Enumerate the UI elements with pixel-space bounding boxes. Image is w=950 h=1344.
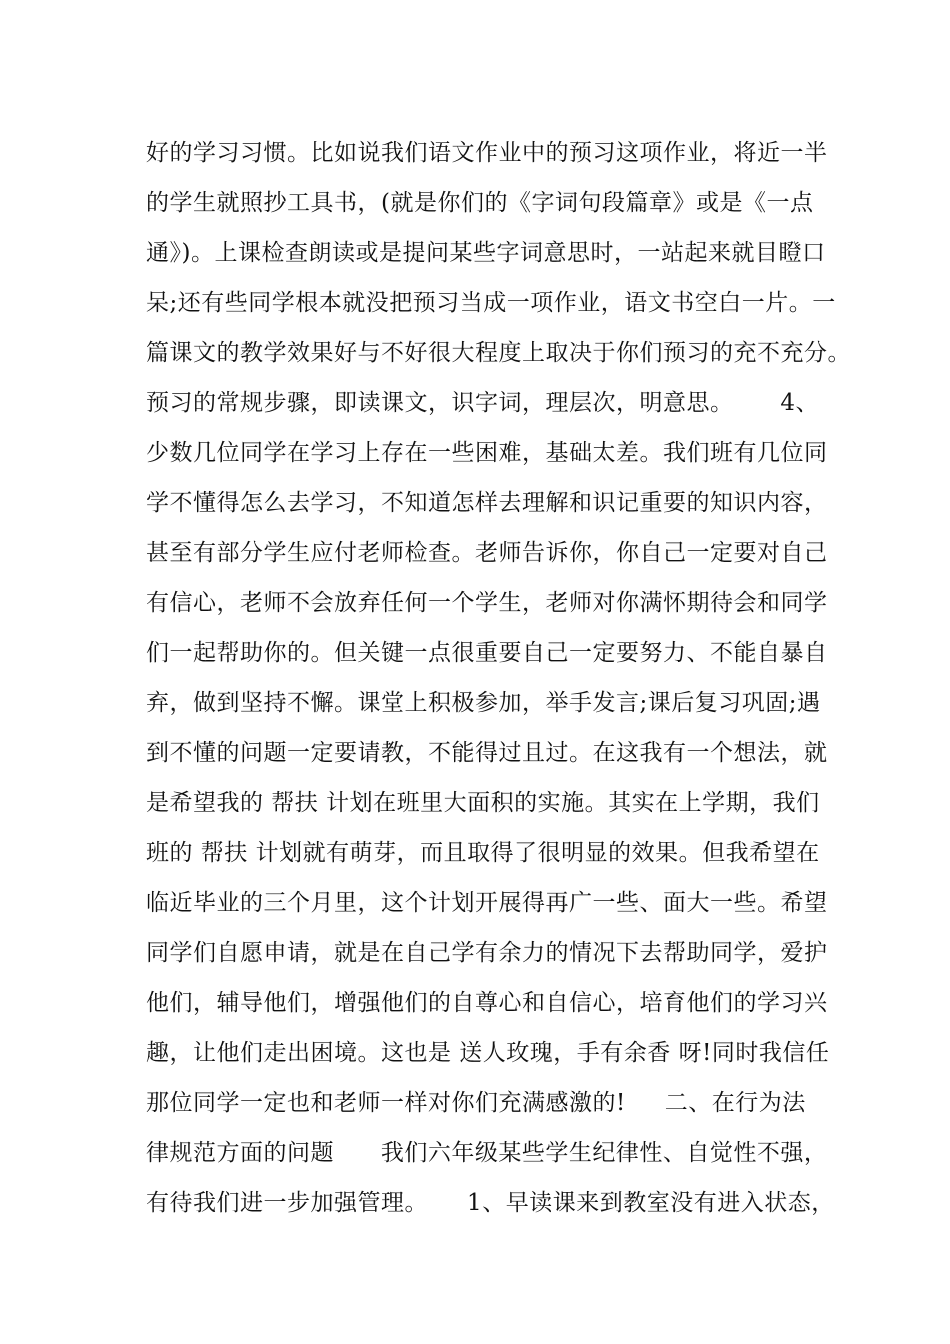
text-line: 趣，让他们走出困境。这也是 送人玫瑰，手有余香 呀!同时我信任 — [146, 1040, 830, 1066]
text-line: 那位同学一定也和老师一样对你们充满感激的! 二、在行为法 — [146, 1090, 806, 1116]
text-line: 有信心，老师不会放弃任何一个学生，老师对你满怀期待会和同学 — [146, 590, 828, 616]
text-line: 律规范方面的问题 我们六年级某些学生纪律性、自觉性不强， — [146, 1140, 828, 1166]
text-line: 弃，做到坚持不懈。课堂上积极参加，举手发言;课后复习巩固;遇 — [146, 690, 821, 716]
text-line: 同学们自愿申请，就是在自己学有余力的情况下去帮助同学，爱护 — [146, 940, 828, 966]
text-line: 有待我们进一步加强管理。 1、早读课来到教室没有进入状态， — [146, 1190, 835, 1216]
text-line: 通》)。上课检查朗读或是提问某些字词意思时，一站起来就目瞪口 — [146, 240, 826, 266]
text-line: 他们，辅导他们，增强他们的自尊心和自信心，培育他们的学习兴 — [146, 990, 828, 1016]
text-line: 学不懂得怎么去学习，不知道怎样去理解和识记重要的知识内容， — [146, 490, 828, 516]
text-line: 甚至有部分学生应付老师检查。老师告诉你，你自己一定要对自己 — [146, 540, 828, 566]
text-line: 的学生就照抄工具书，(就是你们的《字词句段篇章》或是《一点 — [146, 190, 814, 216]
text-line: 们一起帮助你的。但关键一点很重要自己一定要努力、不能自暴自 — [146, 640, 828, 666]
text-line: 预习的常规步骤，即读课文，识字词，理层次，明意思。 4、 — [146, 390, 819, 416]
body-text — [146, 128, 851, 1228]
text-line: 班的 帮扶 计划就有萌芽，而且取得了很明显的效果。但我希望在 — [146, 840, 820, 866]
text-line: 到不懂的问题一定要请教，不能得过且过。在这我有一个想法，就 — [146, 740, 828, 766]
text-line: 临近毕业的三个月里，这个计划开展得再广一些、面大一些。希望 — [146, 890, 828, 916]
text-line: 是希望我的 帮扶 计划在班里大面积的实施。其实在上学期，我们 — [146, 790, 820, 816]
text-line: 少数几位同学在学习上存在一些困难，基础太差。我们班有几位同 — [146, 440, 828, 466]
text-line: 篇课文的教学效果好与不好很大程度上取决于你们预习的充不充分。 — [146, 340, 851, 366]
text-line: 呆;还有些同学根本就没把预习当成一项作业，语文书空白一片。一 — [146, 290, 836, 316]
text-line: 好的学习习惯。比如说我们语文作业中的预习这项作业，将近一半 — [146, 140, 828, 166]
